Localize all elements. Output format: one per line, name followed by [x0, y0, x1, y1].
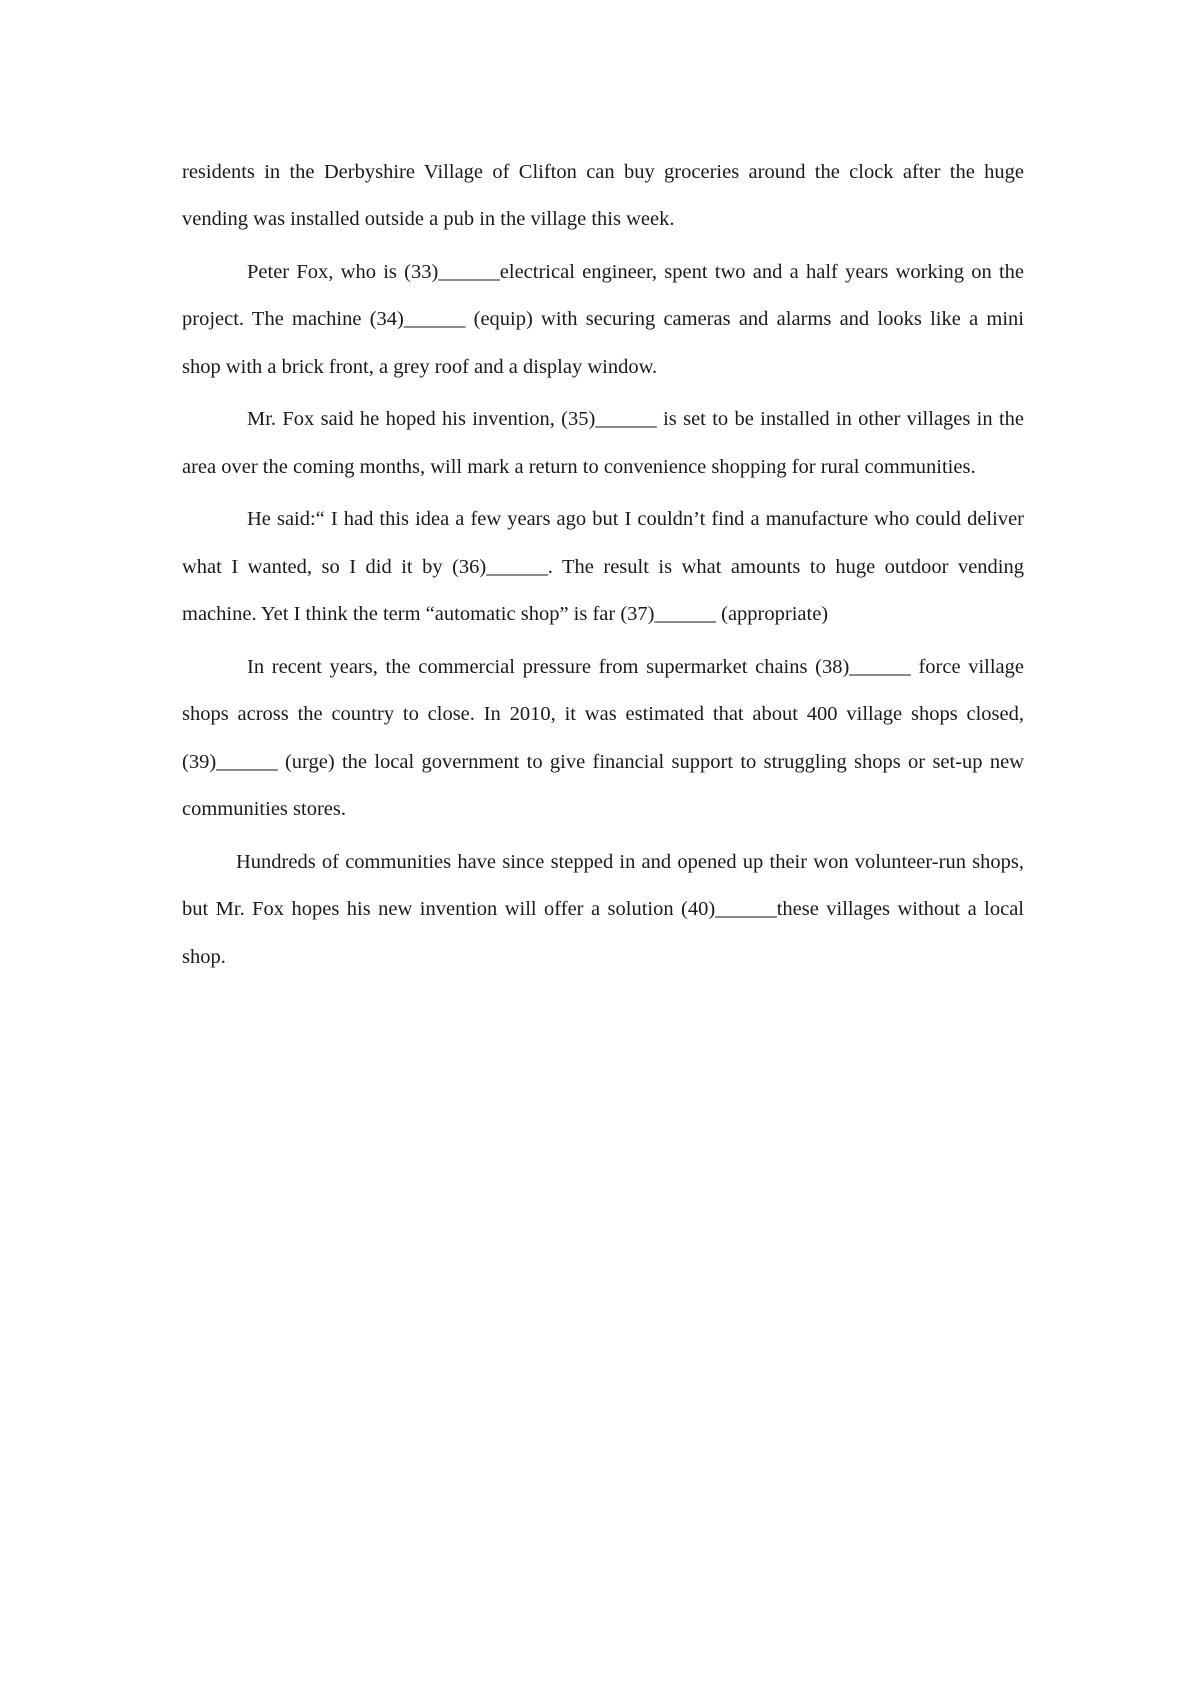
paragraph-invention-hope: Mr. Fox said he hoped his invention, (35)______ is set to be installed in other villages in the area over the coming months, will mark a return to convenience shopping for rural communities.	[182, 408, 1024, 478]
paragraph-commercial-pressure: In recent years, the commercial pressure from supermarket chains (38)______ force village shops across the country to close. In 2010, it was estimated that about 400 village shops closed, (39)______ (urge) the local government to give financial support to struggling shops or set-up new communities stores.	[182, 655, 1024, 820]
paragraph-intro: residents in the Derbyshire Village of Clifton can buy groceries around the clock after the huge vending was installed outside a pub in the village this week.	[182, 160, 1024, 230]
article-body	[182, 149, 1024, 987]
paragraph-peter-fox: Peter Fox, who is (33)______electrical engineer, spent two and a half years working on the project. The machine (34)______ (equip) with securing cameras and alarms and looks like a mini shop with a brick front, a grey roof and a display window.	[182, 260, 1024, 378]
paragraph-communities: Hundreds of communities have since stepped in and opened up their won volunteer-run shops, but Mr. Fox hopes his new invention will offer a solution (40)______these villages without a local shop.	[182, 850, 1024, 968]
paragraph-quote: He said:“ I had this idea a few years ago but I couldn’t find a manufacture who could deliver what I wanted, so I did it by (36)______. The result is what amounts to huge outdoor vending machine. Yet I think the term “automatic shop” is far (37)______ (appropriate)	[182, 508, 1024, 625]
